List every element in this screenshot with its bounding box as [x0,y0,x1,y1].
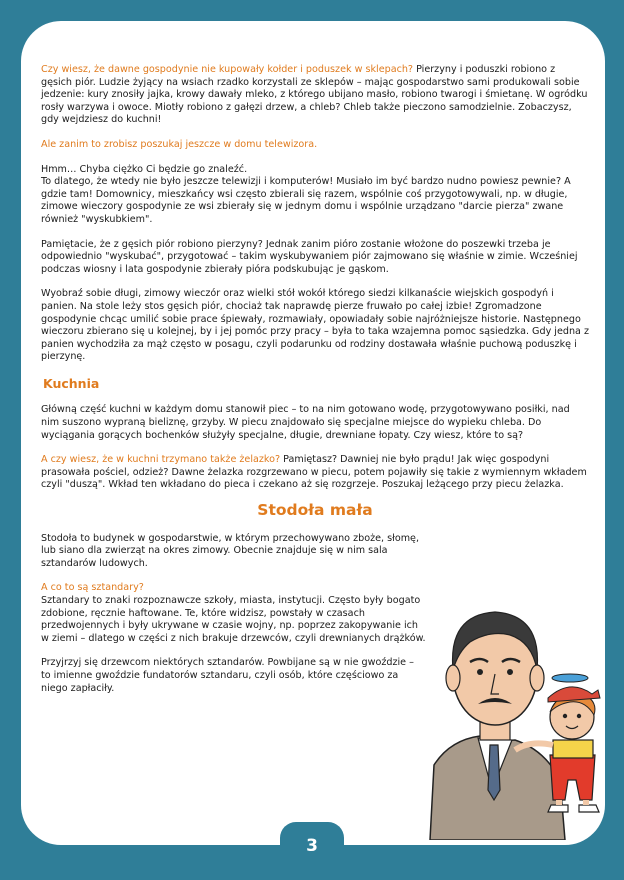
iron-paragraph [41,454,589,492]
intro-question: Czy wiesz, że dawne gospodynie nie kupowały kołder i poduszek w sklepach? [41,64,414,75]
child-cap [548,687,600,702]
child-shoes [548,805,599,812]
man-tie [488,745,500,800]
stodola-heading: Stodoła mała [257,501,373,520]
man-eye-left [477,669,483,675]
intro-text: Pierzyny i poduszki robiono z gęsich piór. Ludzie żyjący na wsiach rzadko korzystali ze sklepów – mając gospodarstwo sami produkowali sobie jedzenie: kury znosiły jajka, krowy dawały mleko, z którego ubijano masło, robiono twarogi i śmietanę. W ogródku rosły warzywa i owoce. Miotły robiono z gałęzi drzew, a chleb? Chleb także pieczono samodzielnie. Zobaczysz, gdy wejdziesz do kuchni! [41,64,588,126]
feathers-paragraph: Pamiętacie, że z gęsich piór robiono pierzyny? Jednak zanim pióro zostanie włożone do poszewki trzeba je odpowiednio "wyskubać", przygotować – takim wyskubywaniem piór zajmowano się właśnie w zimie. Wcześniej podczas wiosny i lata gospodynie zbierały pióra podskubując je gąskom. [41,238,578,275]
sztandary-answer: Sztandary to znaki rozpoznawcze szkoły, miasta, instytucji. Często były bogato zdobione, ręcznie haftowane. Te, które widzisz, powstały w czasach przedwojennych i były ukrywane w czasie wojny, np. poprzez zakopywanie ich w ziemi – dlatego w części z nich brakuje drzewców, czyli drewnianych drążków. [41,595,426,644]
kuchnia-paragraph: Główną część kuchni w każdym domu stanowił piec – to na nim gotowano wodę, przygotowywano posiłki, nad nim suszono wypraną bieliznę, grzyby. W piecu znajdowało się specjalne miejsce do wypieku chleba. Do wyciągania gorących bochenków służyły specjalne, długie, drewniane łopaty. Czy wiesz, które to są? [41,404,570,441]
iron-question: A czy wiesz, że w kuchni trzymano także żelazko? [41,454,281,466]
man-eye-right [507,669,513,675]
hmm-paragraph: Hmm… Chyba ciężko Ci będzie go znaleźć. To dlatego, że wtedy nie było jeszcze telewizji i komputerów! Musiało im być bardzo nudno powiesz pewnie? A gdzie tam! Domownicy, mieszkańcy wsi często zbierali się razem, wspólnie coś przygotowywali, np. w długie, zimowe wieczory gospodynie ze wsi zbierały się w jednym domu i wspólnie urządzano "darcie pierza" zwane również "wyskubkiem". [41,163,571,225]
kuchnia-heading: Kuchnia [43,375,100,391]
page-number: 3 [306,836,318,856]
man-ear-left [446,665,460,691]
child-propeller [552,674,588,682]
search-tv-note: Ale zanim to zrobisz poszukaj jeszcze w domu telewizora. [41,138,318,150]
evening-paragraph: Wyobraź sobie długi, zimowy wieczór oraz wielki stół wokół którego siedzi kilkanaście wiejskich gospodyń i panien. Na stole leży stos gęsich piór, chociaż tak naprawdę pierze fruwało po całej izbie! Zgromadzone gospodynie chcąc umilić sobie prace śpiewały, rozmawiały, opowiadały sobie najróżniejsze historie. Następnego wieczoru zbierano się u kolejnej, by i jej pomóc przy pracy – była to taka wzajemna pomoc sąsiedzka. Gdy jedna z panien wychodziła za mąż często w posagu, czyli podarunku od rodziny dostawała właśnie puchową poduszkę i pierzynę. [41,288,589,363]
child-eye-left [563,714,567,718]
sztandary-block [41,582,426,645]
intro-paragraph [41,64,589,127]
man-ear-right [530,665,544,691]
child-legs [559,800,586,805]
child-overalls [550,755,595,800]
illustration-man-and-child [420,590,610,840]
child-eye-right [577,714,581,718]
iron-text: Pamiętasz? Dawniej nie było prądu! Jak więc gospodyni prasowała pościel, odzież? Dawne żelazka rozgrzewano w piecu, potem pojawiły się takie z wymiennym wkładem czyli "duszą". Wkład ten wkładano do pieca i czekano aż się rozgrzeje. Poszukaj leżącego przy piecu żelazka. [41,454,587,491]
stodola-paragraph: Stodoła to budynek w gospodarstwie, w którym przechowywano zboże, słomę, lub siano dla zwierząt na okres zimowy. Obecnie znajduje się w nim sala sztandarów ludowych. [41,532,420,569]
sztandary-question: A co to są sztandary? [41,582,144,594]
child-shirt [553,740,593,758]
nails-paragraph: Przyjrzyj się drzewcom niektórych sztandarów. Powbijane są w nie gwoździe – to imienne gwoździe fundatorów sztandaru, czyli osób, które częściowo za niego zapłaciły. [41,657,414,694]
